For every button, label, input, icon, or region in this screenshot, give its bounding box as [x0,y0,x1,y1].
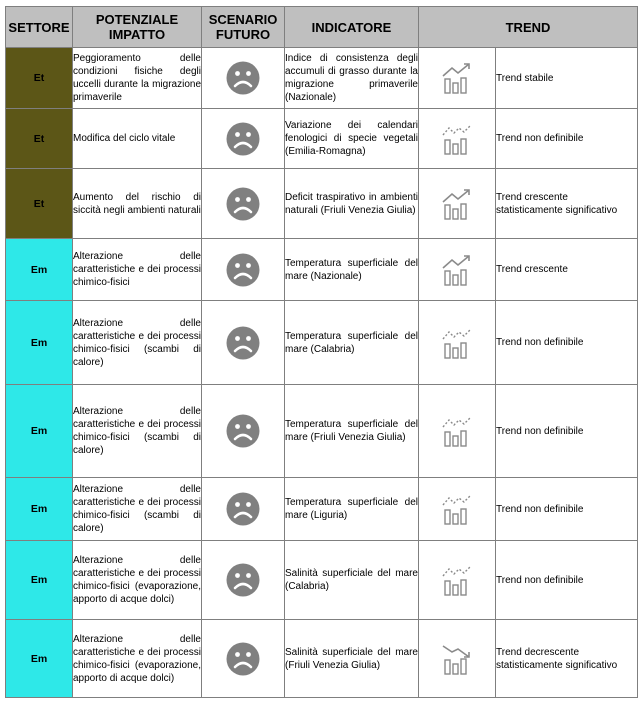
trend-cell: Trend crescente [496,239,638,301]
settore-cell: Et [6,48,73,109]
trend-icon-cell [419,541,496,620]
impatto-cell: Alterazione delle caratteristiche e dei processi chimico-fisici (scambi di calore) [73,385,202,478]
indicatore-cell: Temperatura superficiale del mare (Calabria) [285,301,419,385]
indicatore-cell: Indice di consistenza degli accumuli di grasso durante la migrazione primaverile (Nazionale) [285,48,419,109]
table-row [6,239,638,301]
sad-face-icon [226,571,260,588]
settore-cell: Em [6,478,73,541]
trend-cell: Trend non definibile [496,109,638,169]
scenario-cell [202,620,285,698]
impatto-cell: Alterazione delle caratteristiche e dei processi chimico-fisici (scambi di calore) [73,478,202,541]
settore-cell: Em [6,239,73,301]
trend-cell: Trend non definibile [496,478,638,541]
scenario-cell [202,541,285,620]
impact-table [5,6,638,698]
indicatore-cell: Temperatura superficiale del mare (Friuli Venezia Giulia) [285,385,419,478]
impatto-cell: Aumento del rischio di siccità negli ambienti naturali [73,169,202,239]
settore-cell: Et [6,109,73,169]
indicatore-cell: Salinità superficiale del mare (Friuli Venezia Giulia) [285,620,419,698]
trend-icon-cell [419,109,496,169]
header-potenziale-impatto: POTENZIALE IMPATTO [73,7,202,48]
indicatore-cell: Variazione dei calendari fenologici di specie vegetali (Emilia-Romagna) [285,109,419,169]
sad-face-icon [226,650,260,667]
impatto-cell: Alterazione delle caratteristiche e dei processi chimico-fisici (scambi di calore) [73,301,202,385]
scenario-cell [202,385,285,478]
table-row [6,385,638,478]
settore-cell: Em [6,541,73,620]
table-row [6,109,638,169]
trend-undefined-icon [440,130,474,147]
trend-up-icon [440,69,474,86]
sad-face-icon [226,500,260,517]
table-body [6,48,638,698]
trend-icon-cell [419,169,496,239]
trend-up-icon [440,195,474,212]
scenario-cell [202,301,285,385]
table-row [6,620,638,698]
trend-undefined-icon [440,571,474,588]
header-indicatore: INDICATORE [285,7,419,48]
sad-face-icon [226,130,260,147]
sad-face-icon [226,261,260,278]
impatto-cell: Peggioramento delle condizioni fisiche degli uccelli durante la migrazione primaverile [73,48,202,109]
indicatore-cell: Temperatura superficiale del mare (Nazionale) [285,239,419,301]
trend-cell: Trend stabile [496,48,638,109]
settore-cell: Em [6,385,73,478]
header-row [6,7,638,48]
trend-cell: Trend non definibile [496,301,638,385]
impatto-cell: Alterazione delle caratteristiche e dei processi chimico-fisici (evaporazione, apporto di acque dolci) [73,620,202,698]
settore-cell: Et [6,169,73,239]
scenario-cell [202,109,285,169]
trend-undefined-icon [440,334,474,351]
trend-icon-cell [419,48,496,109]
indicatore-cell: Deficit traspirativo in ambienti naturali (Friuli Venezia Giulia) [285,169,419,239]
trend-icon-cell [419,385,496,478]
trend-icon-cell [419,620,496,698]
trend-icon-cell [419,239,496,301]
impatto-cell: Alterazione delle caratteristiche e dei processi chimico-fisici (evaporazione, apporto di acque dolci) [73,541,202,620]
table-row [6,478,638,541]
table-row [6,169,638,239]
sad-face-icon [226,422,260,439]
table-row [6,301,638,385]
sad-face-icon [226,69,260,86]
sad-face-icon [226,334,260,351]
trend-icon-cell [419,478,496,541]
scenario-cell [202,169,285,239]
trend-down-icon [440,650,474,667]
scenario-cell [202,239,285,301]
impatto-cell: Alterazione delle caratteristiche e dei processi chimico-fisici [73,239,202,301]
table-row [6,541,638,620]
scenario-cell [202,48,285,109]
header-settore: SETTORE [6,7,73,48]
trend-cell: Trend non definibile [496,385,638,478]
header-scenario-futuro: SCENARIO FUTURO [202,7,285,48]
trend-icon-cell [419,301,496,385]
indicatore-cell: Temperatura superficiale del mare (Liguria) [285,478,419,541]
table-row [6,48,638,109]
indicatore-cell: Salinità superficiale del mare (Calabria) [285,541,419,620]
trend-cell: Trend non definibile [496,541,638,620]
scenario-cell [202,478,285,541]
trend-undefined-icon [440,500,474,517]
sad-face-icon [226,195,260,212]
settore-cell: Em [6,620,73,698]
settore-cell: Em [6,301,73,385]
impatto-cell: Modifica del ciclo vitale [73,109,202,169]
trend-up-icon [440,261,474,278]
trend-cell: Trend crescente statisticamente significativo [496,169,638,239]
trend-cell: Trend decrescente statisticamente significativo [496,620,638,698]
trend-undefined-icon [440,422,474,439]
header-trend: TREND [419,7,638,48]
